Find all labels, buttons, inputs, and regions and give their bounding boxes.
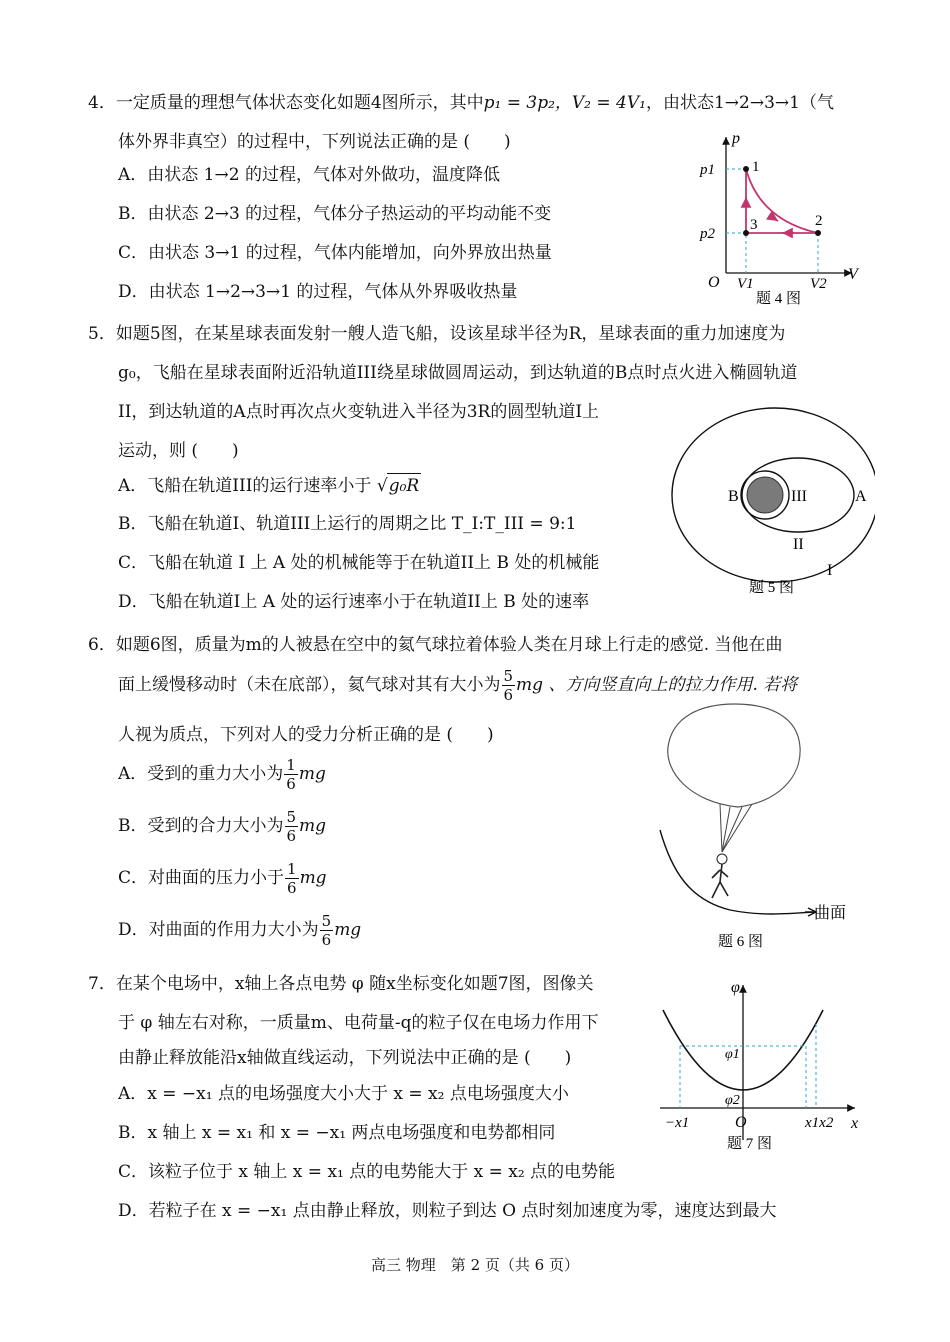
planet bbox=[747, 477, 783, 513]
q5-stem-line3: II，到达轨道的A点时再次点火变轨进入半径为3R的圆型轨道I上 bbox=[118, 402, 600, 422]
rope-1 bbox=[720, 804, 722, 852]
neg-x1-label: −x1 bbox=[665, 1115, 690, 1131]
q6-option-b: B．受到的合力大小为 $\frac{5}{6}$ mg bbox=[118, 808, 327, 845]
q4-figure-caption: 题 4 图 bbox=[756, 291, 802, 307]
point-1 bbox=[743, 166, 749, 172]
q6-stem-line1: 6．如题6图，质量为m的人被悬在空中的氦气球拉着体验人类在月球上行走的感觉. 当他在曲 bbox=[88, 635, 783, 655]
q4-option-a: A．由状态 1→2 的过程，气体对外做功，温度降低 bbox=[118, 165, 500, 185]
q5-option-d: D．飞船在轨道I上 A 处的运行速率小于在轨道II上 B 处的速率 bbox=[118, 592, 590, 612]
q6-figure-caption: 题 6 图 bbox=[718, 934, 764, 950]
surface-label: 曲面 bbox=[814, 905, 847, 922]
q7-figure-caption: 题 7 图 bbox=[727, 1136, 773, 1152]
q5-option-c: C．飞船在轨道 I 上 A 处的机械能等于在轨道II上 B 处的机械能 bbox=[118, 553, 600, 573]
phi-axis-label: φ bbox=[731, 980, 740, 996]
v2-label: V2 bbox=[810, 276, 827, 292]
curved-surface bbox=[660, 830, 815, 914]
q5-option-a: A．飞船在轨道III的运行速率小于 √g₀R bbox=[118, 473, 421, 498]
page-footer: 高三 物理 第 2 页（共 6 页） bbox=[371, 1256, 579, 1274]
orbit-ii-label: II bbox=[793, 536, 804, 553]
x1x2-label: x1x2 bbox=[805, 1115, 834, 1131]
phi2-label: φ2 bbox=[725, 1093, 740, 1108]
phi1-label: φ1 bbox=[725, 1047, 740, 1062]
q7-stem-line3: 由静止释放能沿x轴做直线运动，下列说法中正确的是 ( ) bbox=[118, 1048, 572, 1068]
q7-option-a: A．x = −x₁ 点的电场强度大小大于 x = x₂ 点电场强度大小 bbox=[118, 1084, 569, 1104]
p2-label: p2 bbox=[700, 226, 715, 242]
v1-label: V1 bbox=[737, 276, 754, 292]
q7-option-c: C．该粒子位于 x 轴上 x = x₁ 点的电势能大于 x = x₂ 点的电势能 bbox=[118, 1162, 616, 1182]
q4-option-d: D．由状态 1→2→3→1 的过程，气体从外界吸收热量 bbox=[118, 282, 518, 302]
q7-stem-line1: 7．在某个电场中，x轴上各点电势 φ 随x坐标变化如题7图，图像关 bbox=[88, 974, 594, 994]
origin-label: O bbox=[708, 274, 720, 291]
q5-stem-line1: 5．如题5图，在某星球表面发射一艘人造飞船，设该星球半径为R，星球表面的重力加速度为 bbox=[88, 324, 786, 344]
v-axis-label: V bbox=[848, 266, 858, 283]
point-2 bbox=[815, 230, 821, 236]
q4-pv-diagram bbox=[690, 125, 870, 310]
person-body bbox=[712, 864, 728, 898]
point-3-label: 3 bbox=[750, 217, 758, 233]
q4-option-c: C．由状态 3→1 的过程，气体内能增加，向外界放出热量 bbox=[118, 243, 552, 263]
point-1-label: 1 bbox=[752, 159, 760, 175]
q7-potential-graph bbox=[655, 980, 870, 1155]
q7-option-d: D．若粒子在 x = −x₁ 点由静止释放，则粒子到达 O 点时刻加速度为零，速度达到最大 bbox=[118, 1201, 777, 1221]
point-3 bbox=[743, 230, 749, 236]
q6-option-a: A．受到的重力大小为 $\frac{1}{6}$ mg bbox=[118, 756, 326, 793]
origin-label: O bbox=[735, 1114, 747, 1131]
q5-stem-line4: 运动，则 ( ) bbox=[118, 441, 239, 461]
q4-stem-line1: 4．一定质量的理想气体状态变化如题4图所示，其中p₁ = 3p₂，V₂ = 4V₁，由状态1→2→3→1（气 bbox=[88, 93, 834, 113]
q4-option-b: B．由状态 2→3 的过程，气体分子热运动的平均动能不变 bbox=[118, 204, 552, 224]
q6-option-d: D．对曲面的作用力大小为 $\frac{5}{6}$ mg bbox=[118, 912, 362, 949]
p1-label: p1 bbox=[700, 162, 715, 178]
q6-stem-line2: 面上缓慢移动时（未在底部），氦气球对其有大小为 $\frac{5}{6}$ mg 、方向竖直向上的拉力作用. 若将 bbox=[118, 667, 798, 704]
q5-orbit-diagram bbox=[665, 405, 875, 600]
q7-stem-line2: 于 φ 轴左右对称，一质量m、电荷量-q的粒子仅在电场力作用下 bbox=[118, 1013, 599, 1033]
q6-option-c: C．对曲面的压力小于 $\frac{1}{6}$ mg bbox=[118, 860, 327, 897]
x-axis-label: x bbox=[851, 1115, 859, 1132]
point-a-label: A bbox=[855, 488, 867, 505]
p-axis-label: p bbox=[732, 130, 740, 147]
q5-option-b: B．飞船在轨道I、轨道III上运行的周期之比 T_I:T_III = 9:1 bbox=[118, 514, 577, 534]
rope-3 bbox=[722, 807, 742, 852]
orbit-i-label: I bbox=[827, 562, 833, 579]
q5-stem-line2: g₀，飞船在星球表面附近沿轨道III绕星球做圆周运动，到达轨道的B点时点火进入椭圆轨道 bbox=[118, 363, 798, 383]
person-head bbox=[717, 854, 727, 864]
q5-figure-caption: 题 5 图 bbox=[749, 580, 795, 596]
q4-stem-line2: 体外界非真空）的过程中，下列说法正确的是 ( ) bbox=[118, 132, 511, 152]
balloon bbox=[668, 704, 800, 807]
q7-option-b: B．x 轴上 x = x₁ 和 x = −x₁ 两点电场强度和电势都相同 bbox=[118, 1123, 556, 1143]
q6-balloon-diagram bbox=[650, 702, 870, 952]
point-b-label: B bbox=[728, 488, 739, 505]
q6-stem-line3: 人视为质点，下列对人的受力分析正确的是 ( ) bbox=[118, 725, 494, 745]
point-2-label: 2 bbox=[815, 213, 823, 229]
orbit-iii-label: III bbox=[791, 488, 807, 505]
